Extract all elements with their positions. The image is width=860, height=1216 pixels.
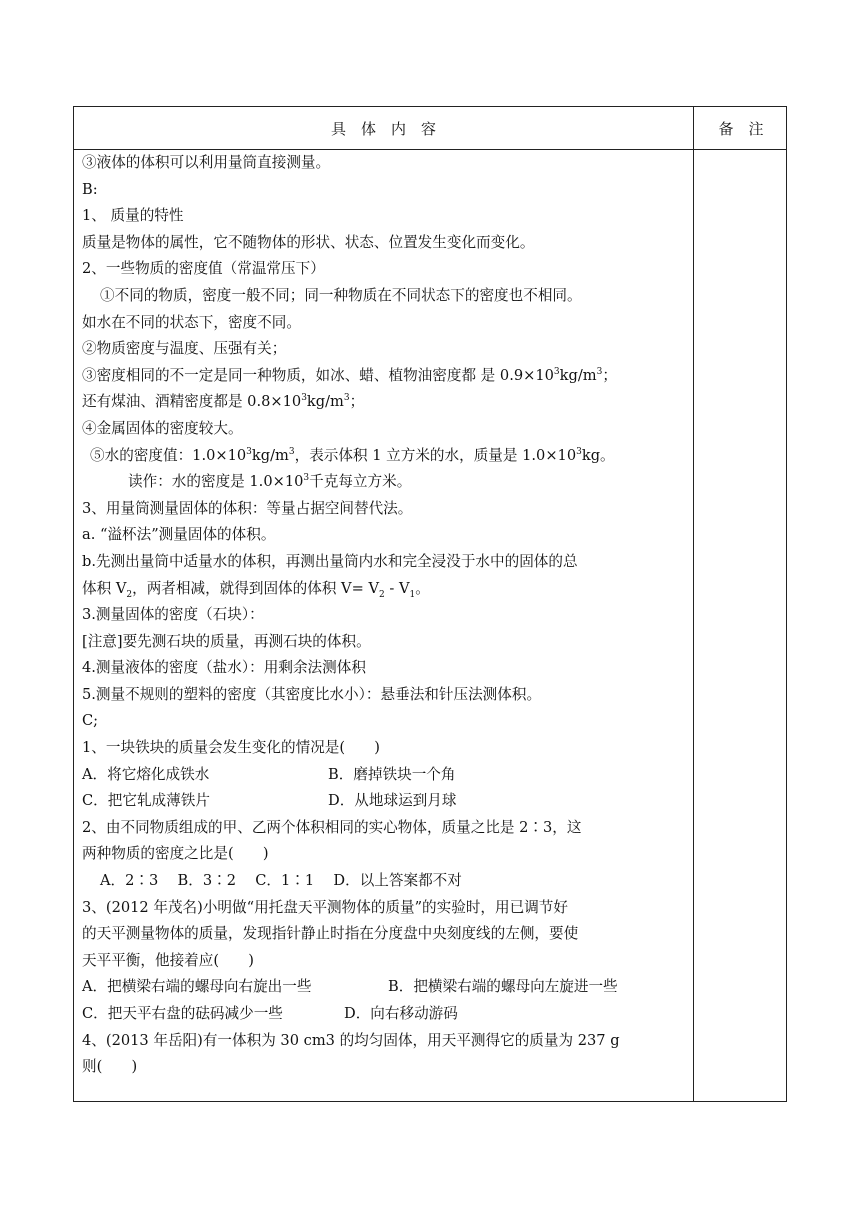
text-line: 4.测量液体的密度（盐水）：用剩余法测体积 bbox=[82, 659, 366, 677]
text-line: ②物质密度与温度、压强有关； bbox=[82, 340, 287, 358]
section-label-c: C; bbox=[82, 712, 99, 730]
text-fragment: kg。 bbox=[581, 446, 615, 464]
text-fragment: ； bbox=[349, 393, 365, 411]
question-2: 2、由不同物质组成的甲、乙两个体积相同的实心物体，质量之比是 2∶3，这 bbox=[82, 818, 582, 836]
superscript: 3 bbox=[246, 446, 252, 457]
text-fragment: 体积 V bbox=[82, 579, 127, 597]
text-fragment: 千克每立方米。 bbox=[309, 473, 412, 491]
option-c: C．把天平右盘的砝码减少一些 bbox=[82, 1005, 283, 1022]
text-line: ④金属固体的密度较大。 bbox=[82, 419, 243, 437]
text-line: 两种物质的密度之比是( ) bbox=[82, 845, 269, 863]
text-fragment: kg/m bbox=[306, 393, 344, 411]
content-body bbox=[82, 150, 688, 1081]
text-line: 天平平衡，他接着应( ) bbox=[82, 951, 254, 969]
text-fragment: ③密度相同的不一定是同一种物质，如冰、蜡、植物油密度都 是 0.9×10 bbox=[82, 366, 554, 384]
text-line bbox=[82, 576, 688, 603]
text-line: a. “溢杯法”测量固体的体积。 bbox=[82, 526, 276, 544]
answer-options-row bbox=[82, 788, 688, 815]
option-b: B．磨掉铁块一个角 bbox=[328, 765, 456, 783]
superscript: 3 bbox=[596, 366, 603, 377]
text-line: 3.测量固体的密度（石块）： bbox=[82, 606, 264, 624]
option-c: C．把它轧成薄铁片 bbox=[82, 792, 210, 810]
option-a: A．将它熔化成铁水 bbox=[82, 765, 210, 783]
question-1: 1、一块铁块的质量会发生变化的情况是( ) bbox=[82, 739, 380, 757]
text-fragment: ，表示体积 1 立方米的水，质量是 1.0×10 bbox=[294, 446, 577, 464]
question-3: 3、(2012 年茂名)小明做“用托盘天平测物体的质量”的实验时，用已调节好 bbox=[82, 898, 569, 916]
header-content-title: 具 体 内 容 bbox=[330, 119, 436, 138]
heading-mass-property: 1、 质量的特性 bbox=[82, 207, 184, 225]
text-line bbox=[82, 389, 688, 416]
superscript: 3 bbox=[301, 393, 307, 404]
text-line bbox=[82, 469, 688, 496]
option-d: D．从地球运到月球 bbox=[328, 792, 457, 810]
text-line: 如水在不同的状态下，密度不同。 bbox=[82, 313, 301, 331]
text-line bbox=[82, 363, 688, 390]
superscript: 3 bbox=[553, 366, 560, 377]
superscript: 3 bbox=[343, 393, 350, 404]
text-line: 质量是物体的属性，它不随物体的形状、状态、位置发生变化而变化。 bbox=[82, 233, 535, 251]
section-label-b: B: bbox=[82, 180, 98, 198]
option-b: B．把横梁右端的螺母向左旋进一些 bbox=[388, 978, 618, 996]
text-fragment: 还有煤油、酒精密度都是 0.8×10 bbox=[82, 393, 302, 411]
content-table bbox=[73, 106, 787, 1102]
column-divider bbox=[693, 107, 694, 1101]
text-fragment: ； bbox=[602, 366, 617, 384]
answer-options-row: A．2∶3 B．3∶2 C．1∶1 D．以上答案都不对 bbox=[100, 872, 462, 890]
text-line: 5.测量不规则的塑料的密度（其密度比水小）：悬垂法和针压法测体积。 bbox=[82, 685, 542, 703]
option-a: A．把横梁右端的螺母向右旋出一些 bbox=[82, 978, 312, 996]
text-line bbox=[82, 443, 688, 470]
answer-options-row bbox=[82, 974, 688, 1001]
text-fragment: - V bbox=[384, 579, 410, 597]
answer-options-row bbox=[82, 762, 688, 789]
heading-density-values: 2、一些物质的密度值（常温常压下） bbox=[82, 260, 325, 278]
text-fragment: 。 bbox=[415, 579, 430, 597]
text-line: [注意]要先测石块的质量，再测石块的体积。 bbox=[82, 632, 371, 650]
subscript: 1 bbox=[409, 589, 416, 600]
text-fragment: ⑤水的密度值：1.0×10 bbox=[90, 446, 247, 464]
text-line: b.先测出量筒中适量水的体积，再测出量筒内水和完全浸没于水中的固体的总 bbox=[82, 552, 578, 570]
heading-solid-volume: 3、用量筒测量固体的体积：等量占据空间替代法。 bbox=[82, 499, 413, 517]
text-line: 则( ) bbox=[82, 1058, 138, 1076]
option-d: D．向右移动游码 bbox=[344, 1005, 458, 1022]
header-notes-title: 备 注 bbox=[718, 119, 764, 138]
text-fragment: kg/m bbox=[251, 446, 289, 464]
superscript: 3 bbox=[288, 446, 295, 457]
superscript: 3 bbox=[576, 446, 582, 457]
text-line: ①不同的物质，密度一般不同；同一种物质在不同状态下的密度也不相同。 bbox=[100, 286, 582, 304]
question-4: 4、(2013 年岳阳)有一体积为 30 cm3 的均匀固体，用天平测得它的质量为 237 g bbox=[82, 1031, 620, 1049]
subscript: 2 bbox=[126, 589, 133, 600]
text-fragment: ，两者相减，就得到固体的体积 V= V bbox=[132, 579, 380, 597]
text-fragment: 读作：水的密度是 1.0×10 bbox=[128, 473, 304, 491]
text-line: 的天平测量物体的质量，发现指针静止时指在分度盘中央刻度线的左侧，要使 bbox=[82, 925, 579, 943]
text-line: ③液体的体积可以利用量筒直接测量。 bbox=[82, 154, 331, 171]
subscript: 2 bbox=[379, 589, 385, 600]
superscript: 3 bbox=[303, 473, 310, 484]
text-fragment: kg/m bbox=[559, 366, 597, 384]
answer-options-row bbox=[82, 1001, 688, 1028]
